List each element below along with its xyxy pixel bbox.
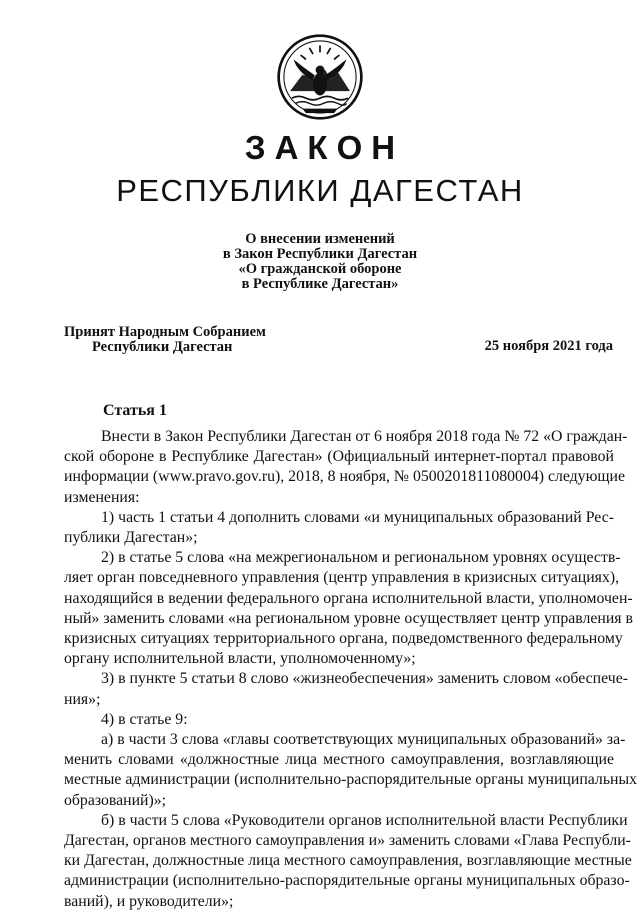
body-line: Внести в Закон Республики Дагестан от 6 ноября 2018 года № 72 «О граждан- (101, 428, 628, 445)
body-line: 2) в статье 5 слова «на межрегиональном и региональном уровнях осуществ- (101, 549, 621, 567)
adoption-date: 25 ноября 2021 года (484, 338, 613, 354)
body-line: 4) в статье 9: (101, 710, 188, 728)
body-line: публики Дагестан»; (64, 529, 198, 547)
body-line: а) в части 3 слова «главы соответствующих муниципальных образований» за- (101, 731, 626, 749)
heading-line: в Республике Дагестан» (241, 276, 399, 292)
heading-line: в Закон Республики Дагестан (222, 246, 418, 262)
body-line: ляет орган повседневного управления (центр управления в кризисных ситуациях), (64, 569, 620, 587)
body-line: образований)»; (64, 791, 167, 809)
body-line: находящийся в ведении федерального органа исполнительной власти, уполномочен- (64, 589, 633, 607)
body-line: ный» заменить словами «на региональном уровне осуществляет центр управления в (64, 609, 633, 627)
article-title: Статья 1 (103, 402, 167, 419)
body-line: Дагестан, органов местного самоуправления и» заменить словами «Глава Республи- (64, 832, 631, 850)
body-line: местные администрации (исполнительно-распорядительные органы муниципальных (64, 771, 637, 789)
body-line: 1) часть 1 статьи 4 дополнить словами «и муниципальных образований Рес- (101, 508, 614, 526)
heading-line: «О гражданской обороне (238, 261, 402, 277)
dagestan-coat-of-arms-icon (276, 33, 364, 121)
body-line: администрации (исполнительно-распорядительные органы муниципальных образо- (64, 872, 630, 890)
body-line: кризисных ситуациях территориального органа, подведомственного федеральному (64, 630, 623, 648)
body-line: изменения: (64, 488, 140, 506)
body-line: ния»; (64, 690, 101, 708)
body-line: менить словами «должностные лица местного самоуправления, возглавляющие (64, 751, 614, 769)
law-subtitle: РЕСПУБЛИКИ ДАГЕСТАН (116, 173, 524, 208)
adopted-by-line: Республики Дагестан (92, 339, 233, 355)
body-line: б) в части 5 слова «Руководители органов исполнительной власти Республики (101, 811, 628, 829)
heading-line: О внесении изменений (245, 231, 395, 247)
document-heading (0, 232, 640, 292)
body-line: ской обороне в Республике Дагестан» (Официальный интернет-портал правовой (64, 448, 614, 466)
body-line: ки Дагестан, должностные лица местного самоуправления, возглавляющие местные (64, 852, 632, 870)
article-body (64, 427, 637, 912)
body-line: информации (www.pravo.gov.ru), 2018, 8 ноября, № 0500201811080004) следующие (64, 468, 626, 486)
body-line: 3) в пункте 5 статьи 8 слово «жизнеобеспечения» заменить словом «обеспече- (101, 670, 628, 688)
adopted-by (64, 325, 266, 355)
law-title: ЗАКОН (244, 129, 405, 166)
body-line: органу исполнительной власти, уполномоченному»; (64, 650, 416, 668)
body-line: ваний), и руководители»; (64, 892, 234, 910)
adopted-by-line: Принят Народным Собранием (64, 324, 266, 340)
